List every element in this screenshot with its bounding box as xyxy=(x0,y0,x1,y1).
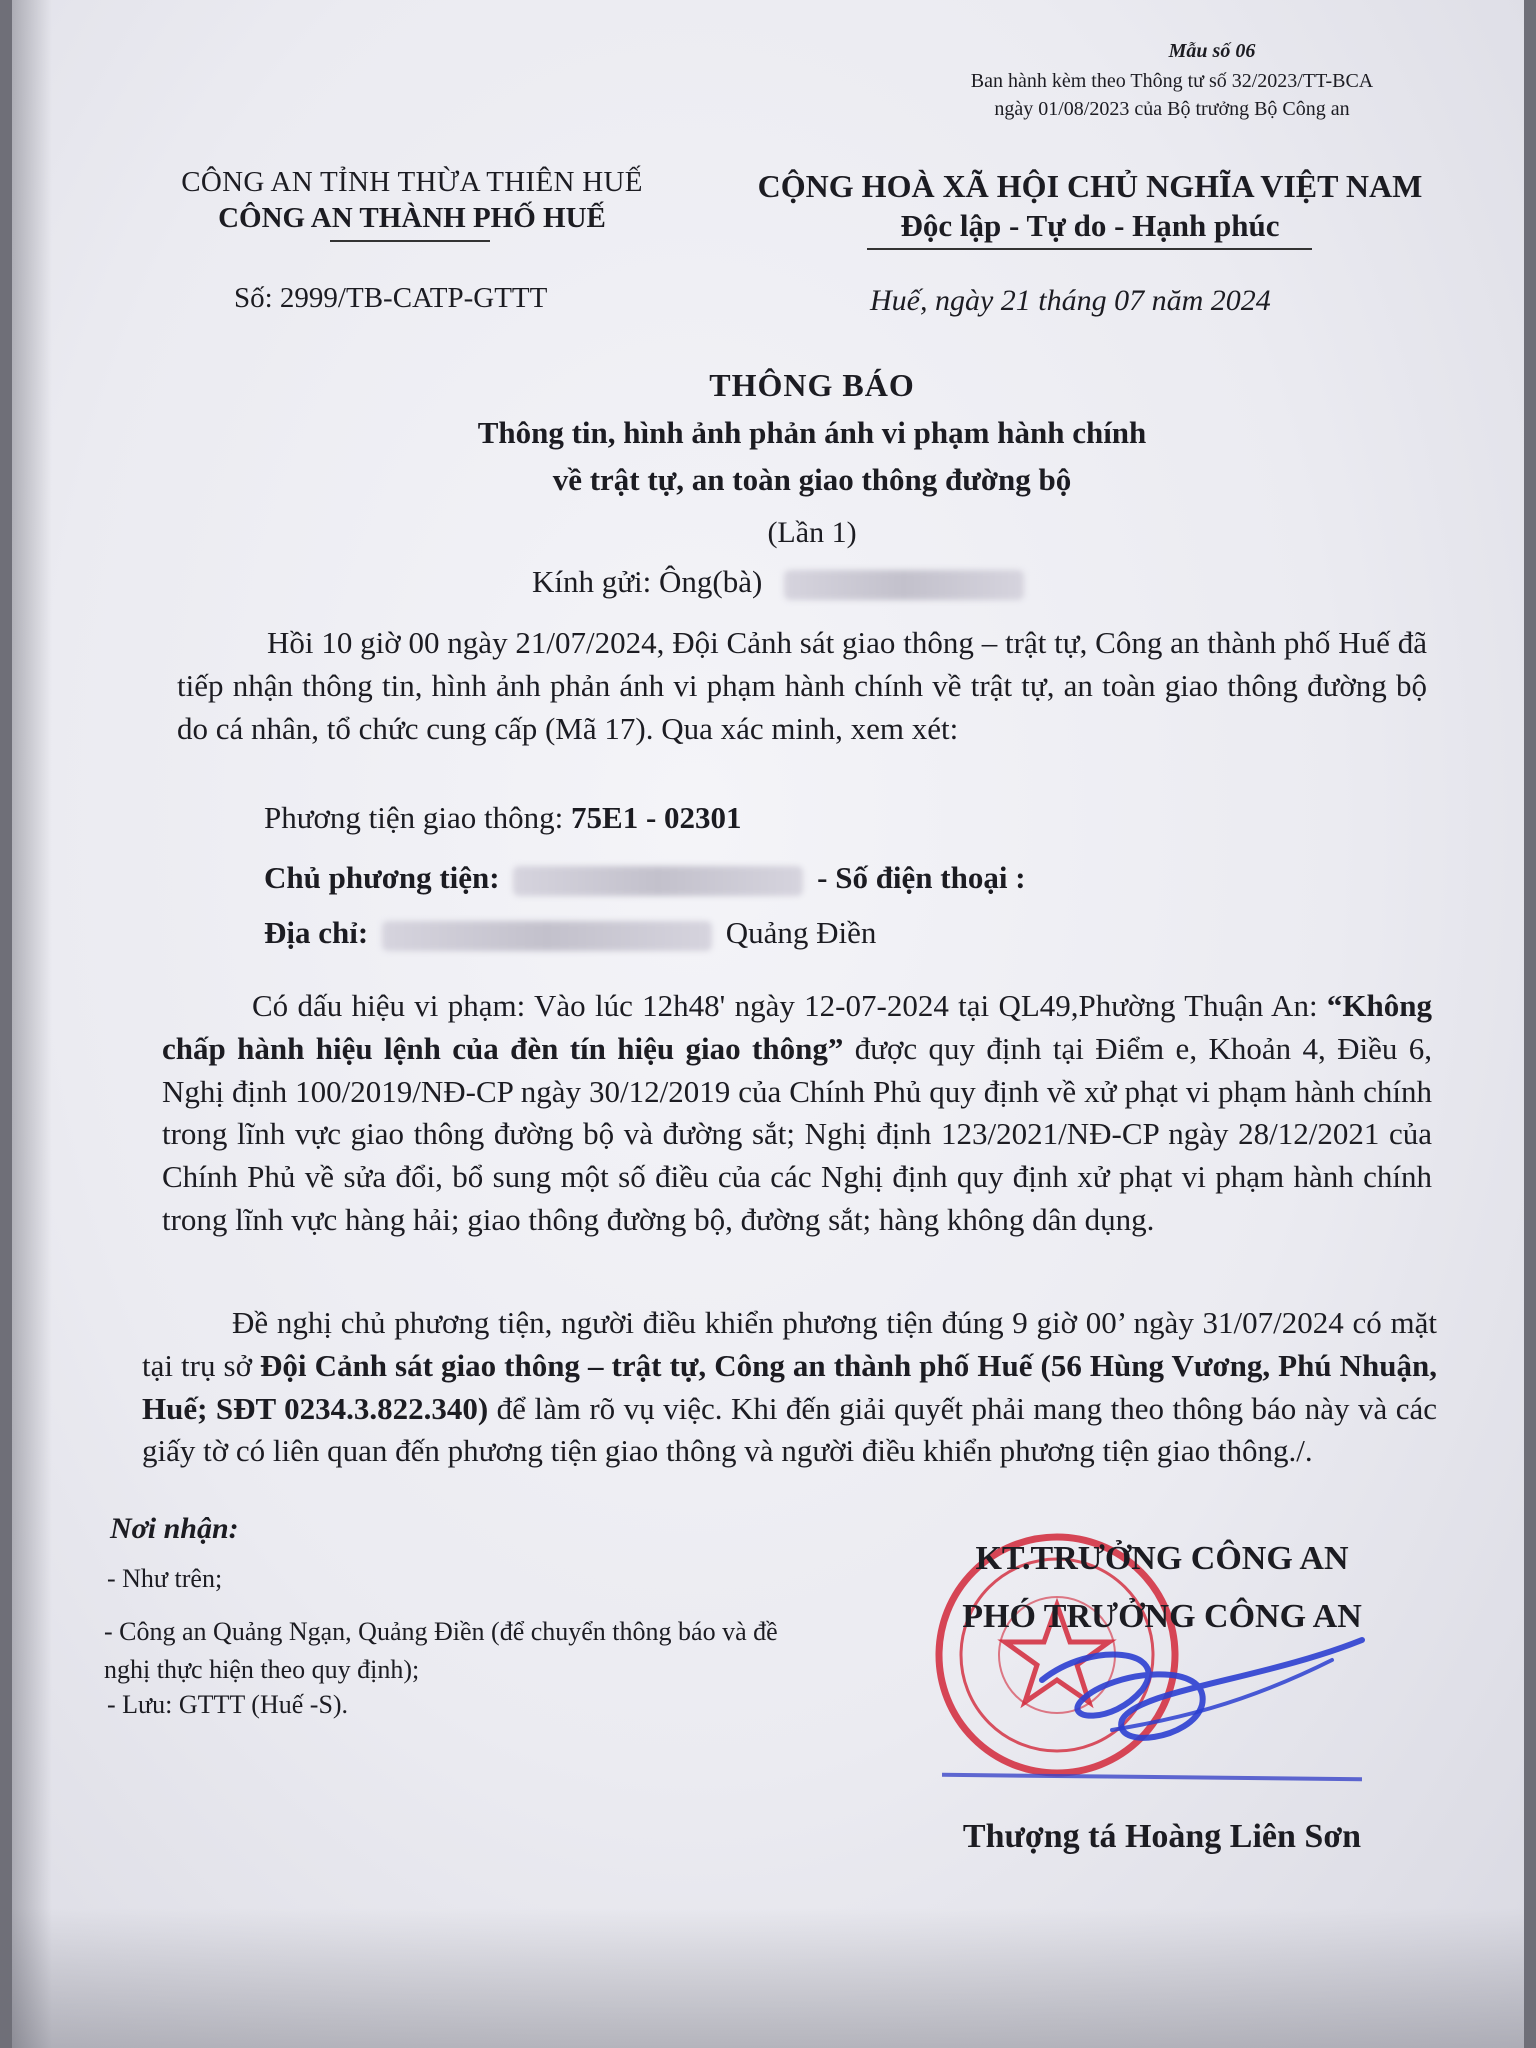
office-address: Đội Cảnh sát giao thông – trật tự, Công an thành phố Huế (56 Hùng Vương, Phú Nhuận, Huế; SĐT 0234.3.822.340) xyxy=(142,1347,1437,1426)
intro-text: Hồi 10 giờ 00 ngày 21/07/2024, Đội Cảnh sát giao thông – trật tự, Công an thành phố Huế đã tiếp nhận thông tin, hình ảnh phản ánh vi phạm hành chính về trật tự, an toàn giao thông đường bộ do cá nhân, tổ chức cung cấp (Mã 17). Qua xác minh, xem xét: xyxy=(177,625,1427,746)
owner-label: Chủ phương tiện: xyxy=(264,860,500,895)
agency-name: CÔNG AN THÀNH PHỐ HUẾ xyxy=(218,202,606,234)
document-subtitle-2: về trật tự, an toàn giao thông đường bộ xyxy=(552,462,1072,497)
agency-underline xyxy=(330,240,490,242)
violation-intro: Có dấu hiệu vi phạm: Vào lúc 12h48' ngày 12-07-2024 tại QL49,Phường Thuận An: xyxy=(252,988,1327,1023)
page-shadow-bottom xyxy=(12,1908,1524,2048)
recipient-item: - Lưu: GTTT (Huế -S). xyxy=(107,1690,349,1719)
redacted-name xyxy=(784,570,1024,600)
document-subtitle-1: Thông tin, hình ảnh phản ánh vi phạm hành chính xyxy=(477,415,1147,450)
request-paragraph xyxy=(142,1302,1437,1473)
intro-paragraph xyxy=(177,622,1427,750)
redacted-owner xyxy=(513,866,803,896)
phone-label: - Số điện thoại : xyxy=(817,860,1026,895)
violation-paragraph xyxy=(162,985,1432,1242)
redacted-address xyxy=(382,921,712,951)
vehicle-row xyxy=(264,800,742,836)
nation-motto: Độc lập - Tự do - Hạnh phúc xyxy=(900,208,1280,243)
greeting-label: Kính gửi: Ông(bà) xyxy=(532,564,763,599)
recipient-item: - Như trên; xyxy=(107,1564,223,1593)
request-details: để làm rõ vụ việc. Khi đến giải quyết phải mang theo thông báo này và các giấy tờ có liên quan đến phương tiện giao thông và người điều khiển phương tiện giao thông./. xyxy=(142,1390,1437,1469)
agency-parent: CÔNG AN TỈNH THỪA THIÊN HUẾ xyxy=(181,166,643,198)
form-number: Mẫu số 06 xyxy=(1168,40,1256,62)
signature-title-2: PHÓ TRƯỞNG CÔNG AN xyxy=(962,1598,1362,1635)
address-row xyxy=(264,915,876,951)
greeting xyxy=(532,564,1024,600)
place-date: Huế, ngày 21 tháng 07 năm 2024 xyxy=(870,284,1271,317)
recipients-title: Nơi nhận: xyxy=(110,1512,239,1545)
address-label: Địa chỉ: xyxy=(264,915,369,950)
owner-row xyxy=(264,860,1026,896)
recipient-item: - Công an Quảng Ngạn, Quảng Điền (để chuyển thông báo và đề nghị thực hiện theo quy định); xyxy=(104,1617,778,1684)
signer-name: Thượng tá Hoàng Liên Sơn xyxy=(962,1818,1362,1855)
notice-count: (Lần 1) xyxy=(767,516,857,549)
nation-heading: CỘNG HOÀ XÃ HỘI CHỦ NGHĨA VIỆT NAM xyxy=(757,168,1423,204)
document-title: THÔNG BÁO xyxy=(709,367,915,403)
violation-name: “Không chấp hành hiệu lệnh của đèn tín hiệu giao thông” xyxy=(162,988,1432,1066)
page-shadow xyxy=(12,0,52,2048)
document-page xyxy=(12,0,1524,2048)
form-reference-line2: ngày 01/08/2023 của Bộ trưởng Bộ Công an xyxy=(994,98,1350,120)
vehicle-label: Phương tiện giao thông: xyxy=(264,800,572,835)
motto-underline xyxy=(867,248,1312,250)
document-number: Số: 2999/TB-CATP-GTTT xyxy=(234,282,548,314)
vehicle-plate: 75E1 - 02301 xyxy=(571,800,742,835)
signature-title-1: KT.TRƯỞNG CÔNG AN xyxy=(975,1540,1349,1577)
violation-legal-basis: được quy định tại Điểm e, Khoản 4, Điều 6, Nghị định 100/2019/NĐ-CP ngày 30/12/2019 của Chính Phủ quy định về xử phạt vi phạm hành chính trong lĩnh vực giao thông đường bộ và đường sắt; Nghị định 123/2021/NĐ-CP ngày 28/12/2021 của Chính Phủ về sửa đổi, bổ sung một số điều của các Nghị định quy định xử phạt vi phạm hành chính trong lĩnh vực hàng hải; giao thông đường bộ, đường sắt; hàng không dân dụng. xyxy=(162,1030,1433,1237)
form-reference-line1: Ban hành kèm theo Thông tư số 32/2023/TT-BCA xyxy=(970,70,1374,92)
request-intro: Đề nghị chủ phương tiện, người điều khiển phương tiện đúng 9 giờ 00’ ngày 31/07/2024 có mặt tại trụ sở xyxy=(142,1305,1437,1383)
handwritten-signature xyxy=(1002,1620,1382,1790)
address-suffix: Quảng Điền xyxy=(725,915,877,950)
